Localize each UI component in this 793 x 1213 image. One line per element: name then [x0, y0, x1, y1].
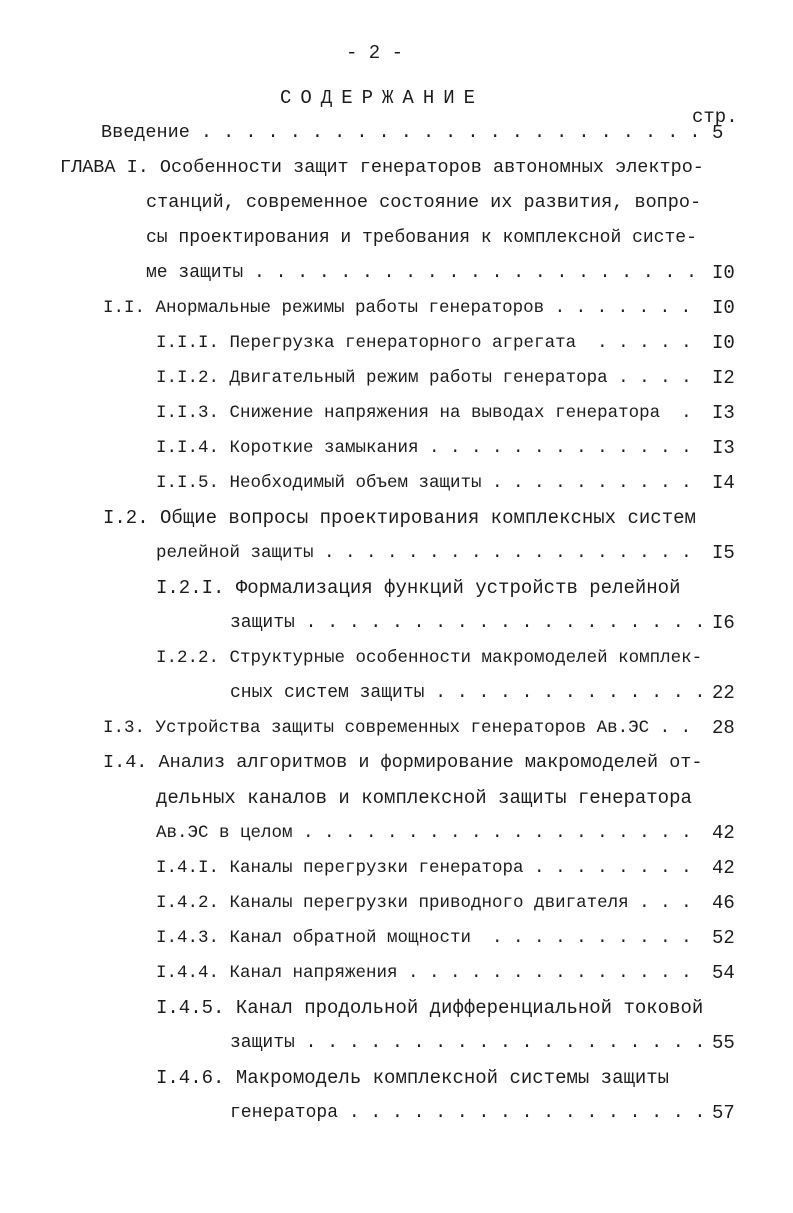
toc-page: 46	[712, 892, 735, 914]
toc-line: I.4.2. Каналы перегрузки приводного двигателя . . .	[156, 893, 692, 913]
toc-line: релейной защиты . . . . . . . . . . . . . . . . . .	[156, 543, 692, 563]
toc-line: I.I.4. Короткие замыкания . . . . . . . . . . . . .	[156, 438, 692, 458]
toc-line: защиты . . . . . . . . . . . . . . . . . . .	[230, 613, 706, 633]
toc-line: сных систем защиты . . . . . . . . . . . . .	[230, 683, 706, 703]
toc-line: I.4.5. Канал продольной дифференциальной токовой	[156, 997, 704, 1019]
toc-page: I6	[712, 612, 735, 634]
toc-line: I.I.5. Необходимый объем защиты . . . . . . . . . .	[156, 473, 692, 493]
page-number: - 2 -	[346, 42, 404, 64]
toc-page: 28	[712, 717, 735, 739]
page-column-label: стр.	[692, 106, 738, 128]
toc-line: ме защиты . . . . . . . . . . . . . . . . . . . . .	[146, 263, 697, 283]
toc-page: I0	[712, 262, 735, 284]
toc-line: станций, современное состояние их развития, вопро-	[146, 192, 702, 213]
toc-line: I.4.I. Каналы перегрузки генератора . . . . . . . .	[156, 858, 692, 878]
toc-page: I3	[712, 402, 735, 424]
toc-line: I.I.3. Снижение напряжения на выводах генератора .	[156, 403, 692, 423]
toc-page: I5	[712, 542, 735, 564]
page-title: СОДЕРЖАНИЕ	[280, 87, 485, 109]
toc-page: 5	[712, 122, 724, 144]
toc-page: I0	[712, 297, 735, 319]
toc-page: I2	[712, 367, 735, 389]
toc-page: 52	[712, 927, 735, 949]
toc-line: I.3. Устройства защиты современных генераторов Ав.ЭС . .	[103, 718, 692, 738]
toc-line: I.4.3. Канал обратной мощности . . . . . . . . . .	[156, 928, 692, 948]
toc-line: сы проектирования и требования к комплексной систе-	[146, 228, 697, 248]
toc-line: I.2.I. Формализация функций устройств релейной	[156, 577, 681, 599]
toc-line: I.4.4. Канал напряжения . . . . . . . . . . . . . .	[156, 963, 692, 983]
toc-page: 22	[712, 682, 735, 704]
toc-line: генератора . . . . . . . . . . . . . . . . .	[230, 1103, 706, 1123]
toc-page: 55	[712, 1032, 735, 1054]
toc-line: ГЛАВА I. Особенности защит генераторов автономных электро-	[60, 157, 704, 178]
toc-line: Введение . . . . . . . . . . . . . . . . . . . . . . .	[101, 122, 701, 143]
toc-line: дельных каналов и комплексной защиты генератора	[156, 787, 692, 809]
toc-page: 57	[712, 1102, 735, 1124]
toc-line: I.2. Общие вопросы проектирования комплексных систем	[103, 507, 696, 529]
toc-line: I.2.2. Структурные особенности макромоделей комплек-	[156, 648, 703, 668]
toc-page: 42	[712, 822, 735, 844]
toc-page: I3	[712, 437, 735, 459]
toc-page: 42	[712, 857, 735, 879]
toc-line: I.I. Анормальные режимы работы генераторов . . . . . . .	[103, 298, 692, 318]
toc-line: I.I.2. Двигательный режим работы генератора . . . .	[156, 368, 692, 388]
toc-line: защиты . . . . . . . . . . . . . . . . . . .	[230, 1033, 706, 1053]
toc-line: I.I.I. Перегрузка генераторного агрегата . . . . .	[156, 333, 692, 353]
toc-line: Ав.ЭС в целом . . . . . . . . . . . . . . . . . . .	[156, 823, 692, 843]
toc-page: I0	[712, 332, 735, 354]
toc-line: I.4.6. Макромодель комплексной системы защиты	[156, 1067, 670, 1089]
toc-page: I4	[712, 472, 735, 494]
toc-line: I.4. Анализ алгоритмов и формирование макромоделей от-	[103, 752, 703, 773]
toc-page: 54	[712, 962, 735, 984]
